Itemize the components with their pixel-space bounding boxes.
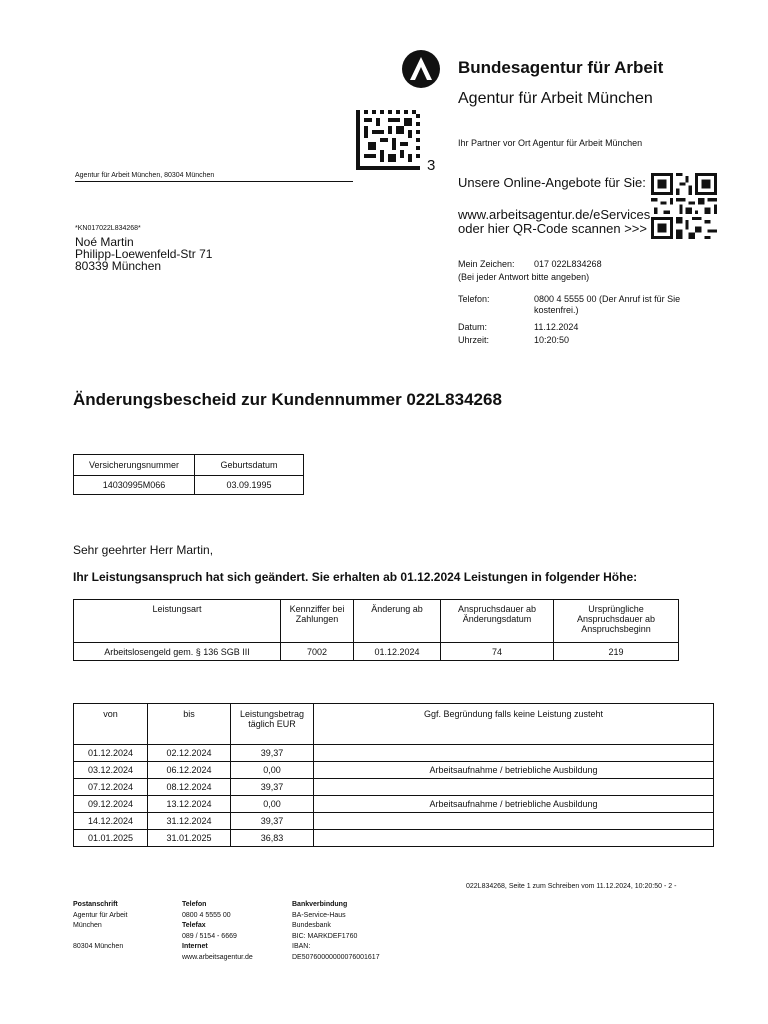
insurance-table [73, 454, 304, 495]
table-cell: Arbeitslosengeld gem. § 136 SGB III [74, 643, 281, 661]
table-header-cell: Kennziffer bei Zahlungen [281, 600, 354, 643]
bank-line: BA-Service-Haus [292, 911, 346, 919]
time-value: 10:20:50 [534, 335, 570, 345]
partner-text: Ihr Partner vor Ort Agentur für Arbeit München [458, 138, 643, 148]
internet-title: Internet [182, 943, 208, 950]
agency-office: Agentur für Arbeit München [458, 90, 653, 107]
table-row [74, 779, 714, 796]
table-row [74, 796, 714, 813]
postal-line: 80304 München [73, 943, 124, 950]
table-cell: 09.12.2024 [74, 796, 148, 813]
bank-bic: BIC: MARKDEF1760 [292, 932, 358, 940]
footer-postal [73, 900, 127, 953]
bank-iban: DE50760000000076001617 [292, 953, 380, 961]
bank-iban-label: IBAN: [292, 943, 311, 950]
postal-title: Postanschrift [73, 901, 118, 908]
table-cell: 31.12.2024 [148, 813, 231, 830]
online-links [458, 208, 650, 236]
table-cell: Arbeitsaufnahme / betriebliche Ausbildung [314, 796, 714, 813]
kn-code: *KN017022L834268* [75, 225, 141, 232]
datamatrix-code-icon [356, 110, 420, 170]
table-cell: 39,37 [231, 745, 314, 762]
phone-label: Telefon: [458, 294, 490, 304]
table-cell: 13.12.2024 [148, 796, 231, 813]
postal-line: München [73, 922, 102, 929]
table-cell: 39,37 [231, 779, 314, 796]
table-cell: 0,00 [231, 796, 314, 813]
table-cell [314, 745, 714, 762]
sign-note: (Bei jeder Antwort bitte angeben) [458, 272, 590, 282]
table-row [74, 745, 714, 762]
table-cell: 06.12.2024 [148, 762, 231, 779]
table-cell [314, 830, 714, 847]
agency-name: Bundesagentur für Arbeit [458, 58, 664, 77]
table-cell [314, 813, 714, 830]
table-cell: 39,37 [231, 813, 314, 830]
phone-value-cont: kostenfrei.) [534, 305, 579, 315]
recipient-street: Philipp-Loewenfeld-Str 71 [75, 247, 213, 261]
table-header-row [74, 600, 679, 643]
notice-text: Ihr Leistungsanspruch hat sich geändert. Sie erhalten ab 01.12.2024 Leistungen in folgender Höhe: [73, 570, 638, 584]
table-row [74, 476, 304, 495]
return-address: Agentur für Arbeit München, 80304 München [75, 172, 353, 182]
date-value: 11.12.2024 [534, 322, 579, 332]
fax-title: Telefax [182, 922, 206, 929]
recipient-city: 80339 München [75, 259, 162, 273]
table-cell: 14030995M066 [74, 476, 195, 495]
sign-value: 017 022L834268 [534, 259, 602, 269]
online-title: Unsere Online-Angebote für Sie: [458, 175, 646, 190]
date-label: Datum: [458, 322, 488, 332]
table-header-cell: Leistungsart [74, 600, 281, 643]
online-qr-hint: oder hier QR-Code scannen >>> [458, 221, 647, 236]
footer-website-link[interactable]: www.arbeitsagentur.de [182, 953, 253, 961]
table-cell: 0,00 [231, 762, 314, 779]
table-header-cell: Versicherungsnummer [74, 455, 195, 476]
table-cell: 01.01.2025 [74, 830, 148, 847]
table-cell [314, 779, 714, 796]
time-label: Uhrzeit: [458, 335, 490, 345]
footer-bank [292, 900, 380, 963]
table-cell: 01.12.2024 [354, 643, 441, 661]
page-counter: 3 [427, 157, 436, 174]
table-cell: 74 [441, 643, 554, 661]
table-header-cell: Geburtsdatum [195, 455, 304, 476]
table-row [74, 830, 714, 847]
bank-title: Bankverbindung [292, 901, 348, 908]
footer-page-reference: 022L834268, Seite 1 zum Schreiben vom 11.12.2024, 10:20:50 - 2 - [466, 883, 677, 890]
qr-code-icon[interactable] [650, 173, 718, 239]
table-header-cell: bis [148, 704, 231, 745]
table-cell: 03.12.2024 [74, 762, 148, 779]
footer-contact [182, 900, 253, 963]
table-header-cell: Ursprüngliche Anspruchsdauer ab Anspruchsbeginn [554, 600, 679, 643]
table-row [74, 643, 679, 661]
table-header-cell: Änderung ab [354, 600, 441, 643]
table-header-row [74, 455, 304, 476]
payment-table [73, 703, 714, 847]
table-row [74, 762, 714, 779]
table-cell: Arbeitsaufnahme / betriebliche Ausbildung [314, 762, 714, 779]
table-cell: 7002 [281, 643, 354, 661]
recipient-name: Noé Martin [75, 235, 134, 249]
table-cell: 03.09.1995 [195, 476, 304, 495]
table-cell: 08.12.2024 [148, 779, 231, 796]
table-row [74, 813, 714, 830]
table-header-cell: Leistungsbetrag täglich EUR [231, 704, 314, 745]
table-cell: 01.12.2024 [74, 745, 148, 762]
benefit-table [73, 599, 679, 661]
online-url-link[interactable]: www.arbeitsagentur.de/eServices [458, 207, 651, 222]
phone-title: Telefon [182, 901, 207, 908]
footer-fax: 089 / 5154 - 6669 [182, 932, 237, 940]
table-header-cell: Anspruchsdauer ab Änderungsdatum [441, 600, 554, 643]
table-header-cell: von [74, 704, 148, 745]
table-header-row [74, 704, 714, 745]
bank-line: Bundesbank [292, 922, 331, 929]
table-cell: 31.01.2025 [148, 830, 231, 847]
footer-phone: 0800 4 5555 00 [182, 911, 231, 919]
table-cell: 36,83 [231, 830, 314, 847]
table-cell: 14.12.2024 [74, 813, 148, 830]
greeting: Sehr geehrter Herr Martin, [73, 543, 214, 557]
table-cell: 07.12.2024 [74, 779, 148, 796]
table-header-cell: Ggf. Begründung falls keine Leistung zusteht [314, 704, 714, 745]
table-cell: 219 [554, 643, 679, 661]
page-title: Änderungsbescheid zur Kundennummer 022L834268 [73, 390, 502, 409]
recipient-address [75, 236, 212, 272]
table-cell: 02.12.2024 [148, 745, 231, 762]
agency-logo-icon [402, 50, 440, 88]
postal-line: Agentur für Arbeit [73, 911, 128, 919]
phone-value: 0800 4 5555 00 (Der Anruf ist für Sie [534, 294, 681, 304]
sign-label: Mein Zeichen: [458, 259, 515, 269]
